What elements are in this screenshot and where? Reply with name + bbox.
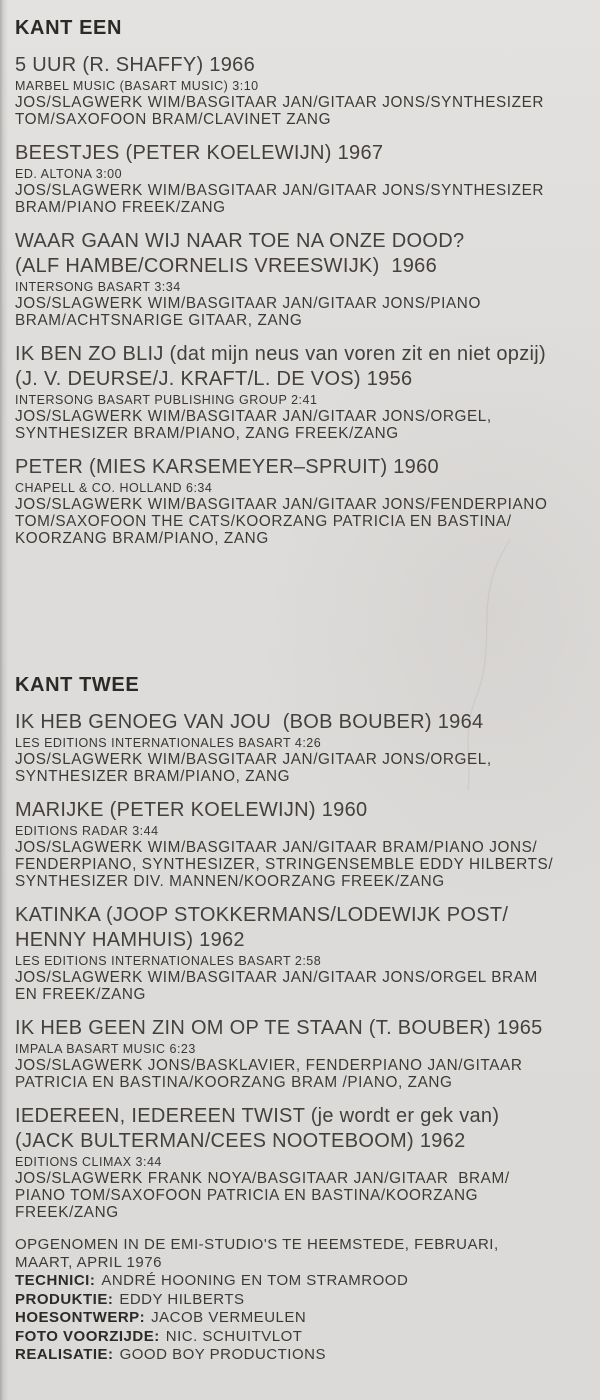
footer-section	[15, 1236, 590, 1365]
track-credits-line: JOS/SLAGWERK WIM/BASGITAAR JAN/GITAAR BRAM/PIANO JONS/	[15, 839, 538, 856]
track-credits-line: KOORZANG BRAM/PIANO, ZANG	[15, 530, 269, 547]
footer-credit-value: GOOD BOY PRODUCTIONS	[119, 1346, 326, 1363]
track-credits-line: SYNTHESIZER DIV. MANNEN/KOORZANG FREEK/ZANG	[15, 873, 445, 890]
track-credits-line: EN FREEK/ZANG	[15, 986, 147, 1003]
track-title-line: KATINKA (JOOP STOKKERMANS/LODEWIJK POST/	[15, 904, 509, 926]
track-title-line: IK HEB GEEN ZIN OM OP TE STAAN (T. BOUBER) 1965	[15, 1017, 543, 1039]
track-credits-line: JOS/SLAGWERK WIM/BASGITAAR JAN/GITAAR JONS/ORGEL BRAM	[15, 969, 538, 986]
track-credits-line: JOS/SLAGWERK WIM/BASGITAAR JAN/GITAAR JONS/ORGEL,	[15, 408, 492, 425]
track	[15, 1016, 590, 1091]
footer-credit-value: JACOB VERMEULEN	[151, 1309, 307, 1326]
track-credits-line: JOS/SLAGWERK FRANK NOYA/BASGITAAR JAN/GITAAR BRAM/	[15, 1170, 510, 1187]
track-credits-line: PATRICIA EN BASTINA/KOORZANG BRAM /PIANO, ZANG	[15, 1074, 453, 1091]
track-title-line: MARIJKE (PETER KOELEWIJN) 1960	[15, 799, 368, 821]
side-one-section	[15, 18, 590, 547]
track-title-line: (J. V. DEURSE/J. KRAFT/L. DE VOS) 1956	[15, 368, 413, 390]
track-publisher-line: MARBEL MUSIC (BASART MUSIC) 3:10	[15, 79, 259, 93]
footer-credit-label: TECHNICI:	[15, 1272, 96, 1289]
track-publisher-line: EDITIONS CLIMAX 3:44	[15, 1155, 162, 1169]
track	[15, 455, 590, 547]
footer-recorded-line: MAART, APRIL 1976	[15, 1254, 162, 1271]
track-publisher-line: IMPALA BASART MUSIC 6:23	[15, 1042, 196, 1056]
track-publisher-line: INTERSONG BASART PUBLISHING GROUP 2:41	[15, 393, 318, 407]
track-credits-line: JOS/SLAGWERK WIM/BASGITAAR JAN/GITAAR JONS/ORGEL,	[15, 751, 492, 768]
track-credits-line: BRAM/PIANO FREEK/ZANG	[15, 199, 226, 216]
track-credits-line: FENDERPIANO, SYNTHESIZER, STRINGENSEMBLE EDDY HILBERTS/	[15, 856, 554, 873]
footer-recorded-line: OPGENOMEN IN DE EMI-STUDIO'S TE HEEMSTEDE, FEBRUARI,	[15, 1236, 499, 1253]
track-credits-line: JOS/SLAGWERK WIM/BASGITAAR JAN/GITAAR JONS/PIANO	[15, 295, 481, 312]
footer-credit-value: ANDRÉ HOONING EN TOM STRAMROOD	[101, 1272, 409, 1289]
footer-credit-value: EDDY HILBERTS	[119, 1290, 245, 1308]
footer-credit-row	[15, 1309, 590, 1328]
track-title-line: PETER (MIES KARSEMEYER–SPRUIT) 1960	[15, 456, 439, 478]
track-publisher-line: LES EDITIONS INTERNATIONALES BASART 2:58	[15, 954, 322, 968]
track	[15, 53, 590, 128]
footer-credit-label: REALISATIE:	[15, 1346, 114, 1363]
side-one-header: KANT EEN	[15, 17, 123, 39]
track-publisher-line: LES EDITIONS INTERNATIONALES BASART 4:26	[15, 736, 322, 750]
track	[15, 141, 590, 216]
footer-credit-row	[15, 1346, 590, 1365]
footer-credit-row	[15, 1328, 590, 1347]
track-title-line: IK HEB GENOEG VAN JOU (BOB BOUBER) 1964	[15, 711, 484, 733]
track	[15, 903, 590, 1003]
track	[15, 229, 590, 329]
track	[15, 1104, 590, 1221]
footer-credit-label: FOTO VOORZIJDE:	[15, 1327, 160, 1345]
track-title-line: IK BEN ZO BLIJ (dat mijn neus van voren zit en niet opzij)	[15, 343, 546, 365]
track-title-line: (JACK BULTERMAN/CEES NOOTEBOOM) 1962	[15, 1130, 466, 1152]
footer-credit-row	[15, 1272, 590, 1291]
track-publisher-line: ED. ALTONA 3:00	[15, 167, 123, 181]
track-credits-line: JOS/SLAGWERK WIM/BASGITAAR JAN/GITAAR JONS/SYNTHESIZER	[15, 182, 545, 199]
footer-credit-row	[15, 1291, 590, 1310]
track-credits-line: TOM/SAXOFOON THE CATS/KOORZANG PATRICIA EN BASTINA/	[15, 513, 512, 530]
footer-credit-label: PRODUKTIE:	[15, 1290, 114, 1308]
track	[15, 798, 590, 890]
track-title-line: BEESTJES (PETER KOELEWIJN) 1967	[15, 142, 384, 164]
track-credits-line: SYNTHESIZER BRAM/PIANO, ZANG	[15, 768, 291, 785]
track-title-line: IEDEREEN, IEDEREEN TWIST (je wordt er gek van)	[15, 1105, 500, 1127]
track-publisher-line: CHAPELL & CO. HOLLAND 6:34	[15, 481, 213, 495]
track-credits-line: JOS/SLAGWERK JONS/BASKLAVIER, FENDERPIANO JAN/GITAAR	[15, 1057, 523, 1074]
track-title-line: 5 UUR (R. SHAFFY) 1966	[15, 54, 255, 76]
side-two-header: KANT TWEE	[15, 674, 140, 696]
footer-credit-value: NIC. SCHUITVLOT	[165, 1327, 303, 1345]
track-credits-line: JOS/SLAGWERK WIM/BASGITAAR JAN/GITAAR JONS/FENDERPIANO	[15, 496, 548, 513]
side-two-section	[15, 675, 590, 1221]
track-title-line: (ALF HAMBE/CORNELIS VREESWIJK) 1966	[15, 255, 438, 277]
footer-credit-label: HOESONTWERP:	[15, 1309, 146, 1326]
track-credits-line: TOM/SAXOFOON BRAM/CLAVINET ZANG	[15, 111, 332, 128]
track-credits-line: BRAM/ACHTSNARIGE GITAAR, ZANG	[15, 312, 303, 329]
track-publisher-line: EDITIONS RADAR 3:44	[15, 824, 159, 838]
track-credits-line: FREEK/ZANG	[15, 1204, 119, 1221]
track	[15, 710, 590, 785]
track-credits-line: PIANO TOM/SAXOFOON PATRICIA EN BASTINA/KOORZANG	[15, 1187, 479, 1204]
track-title-line: WAAR GAAN WIJ NAAR TOE NA ONZE DOOD?	[15, 230, 465, 252]
track	[15, 342, 590, 442]
track-credits-line: SYNTHESIZER BRAM/PIANO, ZANG FREEK/ZANG	[15, 425, 399, 442]
track-credits-line: JOS/SLAGWERK WIM/BASGITAAR JAN/GITAAR JONS/SYNTHESIZER	[15, 94, 545, 111]
track-publisher-line: INTERSONG BASART 3:34	[15, 280, 181, 294]
track-title-line: HENNY HAMHUIS) 1962	[15, 929, 245, 951]
